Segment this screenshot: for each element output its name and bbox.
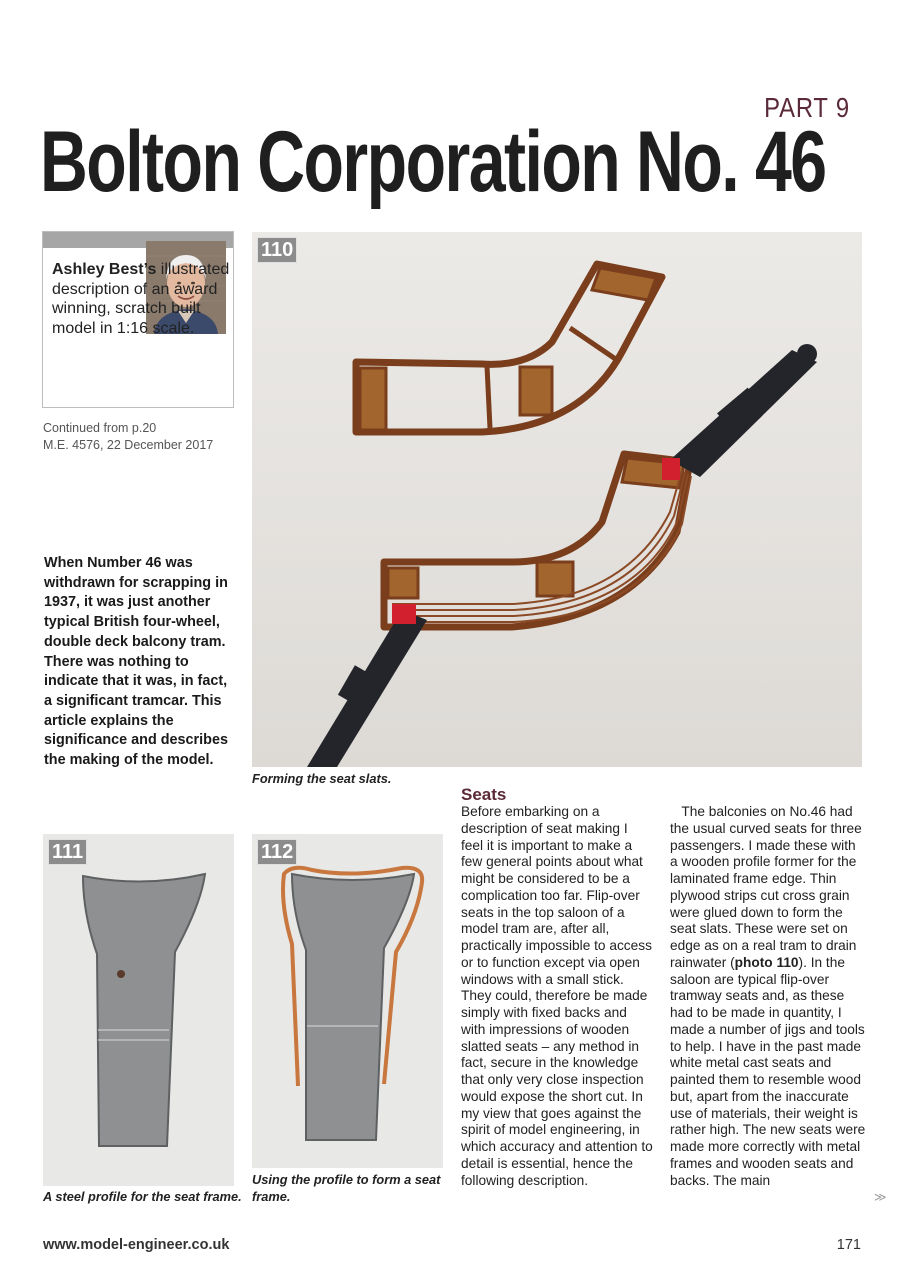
photo-reference: photo 110	[734, 954, 799, 970]
body-text: The balconies on No.46 had the usual curved seats for three passengers. I made these with a wooden profile former for the laminated frame edge. Thin plywood strips cut cross grain were glued down to form the seat slats. These were set on edge as on a real tram to drain rainwater (	[670, 804, 862, 970]
photo-111	[43, 834, 234, 1186]
issue-reference: M.E. 4576, 22 December 2017	[43, 438, 214, 452]
footer-url[interactable]: www.model-engineer.co.uk	[43, 1237, 230, 1253]
steel-profile-illustration	[43, 834, 234, 1186]
body-text: ). In the saloon are typical flip-over tramway seats and, as these had to be made in quantity, I made a number of jigs and tools to help. I have in the past made white metal cast seats and painted them to resemble wood but, apart from the inaccurate use of materials, their weight is rather high. The new seats were made more correctly with metal frames and wooden seats and backs. The main	[670, 954, 866, 1188]
author-name: Ashley Best’s	[52, 261, 157, 278]
body-column-1: Before embarking on a description of seat making I feel it is important to make a few general points about what might be considered to be a complication too far. Flip-over seats in the top saloon of a model tram are, after all, practically impossible to access or to function except via open windows with a small stick. They could, therefore be made simply with fixed backs and with impressions of wooden slatted seats – any method in fact, secure in the knowledge that only very close inspection would expose the short cut. In my view that goes against the spirit of model engineering, in which accuracy and attention to detail is essential, hence the following description.	[461, 804, 653, 1188]
article-title: Bolton Corporation No. 46	[40, 114, 826, 210]
photo-caption: Using the profile to form a seat frame.	[252, 1172, 441, 1204]
section-heading: Seats	[461, 785, 507, 804]
page-number: 171	[836, 1237, 861, 1253]
continued-from: Continued from p.20	[43, 421, 157, 435]
photo-caption: A steel profile for the seat frame.	[43, 1189, 242, 1204]
photo-number: 111	[48, 839, 87, 865]
photo-112	[252, 834, 443, 1168]
intro-paragraph: When Number 46 was withdrawn for scrapping in 1937, it was just another typical British four-wheel, double deck balcony tram. There was nothing to indicate that it was, in fact, a significant tramcar. This article explains the significance and describes the making of the model.	[44, 555, 228, 769]
continue-arrow-icon: ≫	[874, 1190, 887, 1204]
author-blurb: illustrated description of an award winning, scratch built model in 1:16 scale.	[52, 261, 230, 337]
photo-caption: Forming the seat slats.	[252, 771, 392, 786]
photo-110	[252, 232, 862, 767]
body-column-2	[670, 804, 866, 1189]
author-description	[52, 260, 230, 338]
author-box	[42, 231, 234, 408]
continued-note	[43, 420, 213, 454]
photo-number: 110	[257, 237, 297, 263]
part-label: PART 9	[764, 92, 850, 123]
seat-frames-illustration	[252, 232, 862, 767]
photo-number: 112	[257, 839, 297, 865]
profile-forming-illustration	[252, 834, 443, 1168]
